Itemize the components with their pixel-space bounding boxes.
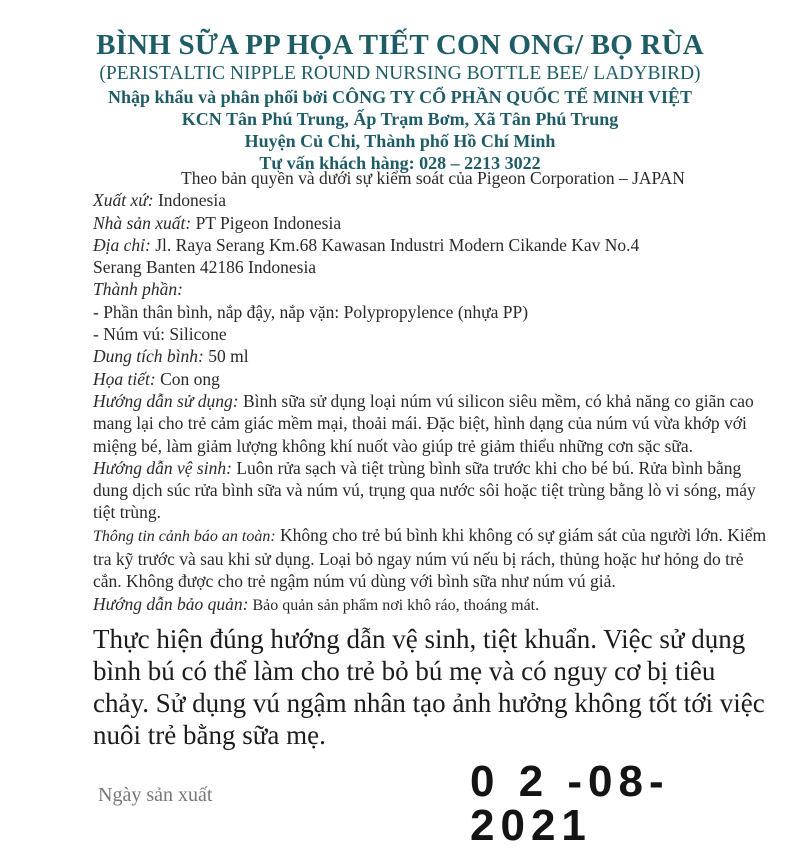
components-label: Thành phần:	[93, 279, 183, 300]
address-row	[93, 234, 773, 256]
pattern-value: Con ong	[155, 368, 220, 389]
maker-value: PT Pigeon Indonesia	[191, 212, 342, 233]
address-line-1: KCN Tân Phú Trung, Ấp Trạm Bơm, Xã Tân Phú Trung	[181, 109, 619, 129]
address-value: Jl. Raya Serang Km.68 Kawasan Industri Modern Cikande Kav No.4	[150, 234, 640, 255]
hotline-line: Tư vấn khách hàng: 028 – 2213 3022	[259, 153, 541, 173]
usage-value: Bình sữa sử dụng loại núm vú silicon siêu mềm, có khả năng co giãn cao mang lại cho trẻ cảm giác mềm mại, thoải mái. Đặc biệt, hình dạng của núm vú vừa khớp với miệng bé, làm giảm lượng không khí nuốt vào giúp trẻ giảm thiểu những cơn sặc sữa.	[93, 390, 754, 456]
storage-value: Bảo quản sản phẩm nơi khô ráo, thoáng mát.	[248, 596, 540, 614]
capacity-row	[93, 345, 773, 367]
safety-row	[93, 524, 773, 593]
label-header	[0, 0, 800, 174]
origin-value: Indonesia	[153, 190, 226, 211]
storage-label: Hướng dẫn bảo quản:	[93, 593, 249, 614]
capacity-value: 50 ml	[203, 346, 249, 367]
cut-off-text: Ngày sản xuất	[98, 784, 213, 806]
label-body	[93, 167, 773, 751]
component-2: - Núm vú: Silicone	[93, 324, 227, 345]
warning-text: Thực hiện đúng hướng dẫn vệ sinh, tiệt khuẩn. Việc sử dụng bình bú có thể làm cho trẻ bỏ bú mẹ và có nguy cơ bị tiêu chảy. Sử dụng vú ngậm nhân tạo ảnh hưởng không tốt tới việc nuôi trẻ bằng sữa mẹ.	[93, 623, 765, 750]
license-line: Theo bản quyền và dưới sự kiểm soát của Pigeon Corporation – JAPAN	[181, 168, 685, 188]
hygiene-value: Luôn rửa sạch và tiệt trùng bình sữa trước khi cho bé bú. Rửa bình bằng dung dịch súc rửa bình sữa và núm vú, trụng qua nước sôi hoặc tiệt trùng bằng lò vi sóng, máy tiệt trùng.	[93, 457, 756, 523]
usage-label: Hướng dẫn sử dụng:	[93, 390, 239, 411]
address-label: Địa chỉ:	[93, 234, 151, 255]
component-1: - Phần thân bình, nắp đậy, nắp vặn: Polypropylence (nhựa PP)	[93, 301, 529, 322]
maker-label: Nhà sản xuất:	[93, 212, 192, 233]
distributor-line: Nhập khẩu và phân phối bởi CÔNG TY CỔ PHẦN QUỐC TẾ MINH VIỆT	[108, 87, 692, 107]
origin-label: Xuất xứ:	[93, 190, 154, 211]
pattern-label: Họa tiết:	[93, 368, 156, 389]
origin-row	[93, 189, 773, 211]
safety-label: Thông tin cảnh báo an toàn:	[93, 527, 276, 545]
pattern-row	[93, 368, 773, 390]
storage-row	[93, 593, 773, 617]
address-row-2: Serang Banten 42186 Indonesia	[93, 257, 317, 278]
usage-row	[93, 390, 773, 457]
maker-row	[93, 212, 773, 234]
capacity-label: Dung tích bình:	[93, 346, 204, 367]
product-subtitle: (PERISTALTIC NIPPLE ROUND NURSING BOTTLE BEE/ LADYBIRD)	[99, 63, 701, 84]
product-title: BÌNH SỮA PP HỌA TIẾT CON ONG/ BỌ RÙA	[96, 29, 704, 61]
safety-value: Không cho trẻ bú bình khi không có sự giám sát của người lớn. Kiểm tra kỹ trước và sau khi sử dụng. Loại bỏ ngay núm vú nếu bị rách, thủng hoặc hư hỏng do trẻ cắn. Không được cho trẻ ngậm núm vú dùng với bình sữa như núm vú giả.	[93, 524, 767, 592]
hygiene-row	[93, 457, 773, 524]
date-stamp: 0 2 -08- 2021	[470, 757, 670, 850]
address-line-2: Huyện Củ Chi, Thành phố Hồ Chí Minh	[244, 131, 556, 151]
hygiene-label: Hướng dẫn vệ sinh:	[93, 457, 232, 478]
